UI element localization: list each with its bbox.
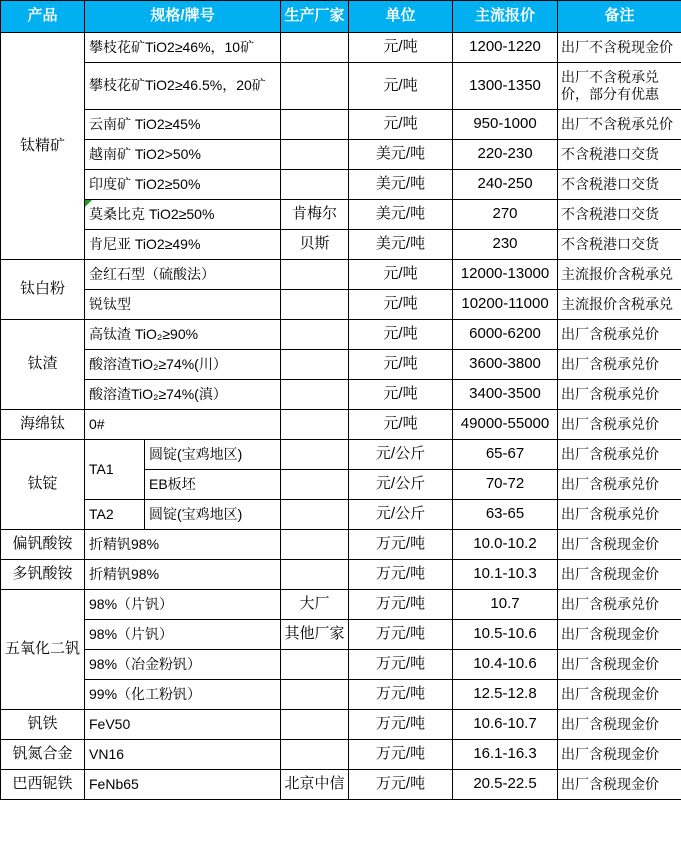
cell-unit: 美元/吨 xyxy=(349,200,453,230)
header-note: 备注 xyxy=(558,1,681,33)
cell-price: 63-65 xyxy=(453,500,558,530)
table-row xyxy=(1,620,681,650)
cell-spec-text: 莫桑比克 TiO2≥50% xyxy=(89,205,215,222)
cell-unit: 万元/吨 xyxy=(349,770,453,800)
cell-price: 10.7 xyxy=(453,590,558,620)
cell-maker xyxy=(281,320,349,350)
cell-note: 出厂含税承兑价 xyxy=(558,440,681,470)
cell-spec: 肯尼亚 TiO2≥49% xyxy=(85,230,281,260)
cell-note: 不含税港口交货 xyxy=(558,200,681,230)
header-unit: 单位 xyxy=(349,1,453,33)
table-row xyxy=(1,140,681,170)
cell-maker xyxy=(281,33,349,63)
cell-note: 出厂含税承兑价 xyxy=(558,470,681,500)
cell-spec: 越南矿 TiO2>50% xyxy=(85,140,281,170)
cell-unit: 元/吨 xyxy=(349,33,453,63)
cell-note: 出厂不含税承兑价 xyxy=(558,110,681,140)
cell-price: 950-1000 xyxy=(453,110,558,140)
cell-maker xyxy=(281,530,349,560)
cell-note: 出厂含税现金价 xyxy=(558,650,681,680)
cell-price: 20.5-22.5 xyxy=(453,770,558,800)
cell-spec: 0# xyxy=(85,410,281,440)
header-spec: 规格/牌号 xyxy=(85,1,281,33)
cell-price: 1300-1350 xyxy=(453,63,558,110)
cell-price: 65-67 xyxy=(453,440,558,470)
cell-price: 220-230 xyxy=(453,140,558,170)
table-row xyxy=(1,440,681,470)
table-row xyxy=(1,530,681,560)
cell-spec: VN16 xyxy=(85,740,281,770)
cell-price: 70-72 xyxy=(453,470,558,500)
cell-unit: 元/吨 xyxy=(349,290,453,320)
cell-note: 出厂含税承兑价 xyxy=(558,320,681,350)
cell-maker xyxy=(281,440,349,470)
table-row xyxy=(1,200,681,230)
cell-product: 钛锭 xyxy=(1,440,85,530)
table-row xyxy=(1,650,681,680)
table-row xyxy=(1,740,681,770)
table-row xyxy=(1,590,681,620)
cell-note: 出厂含税承兑价 xyxy=(558,350,681,380)
cell-unit: 万元/吨 xyxy=(349,590,453,620)
cell-unit: 元/公斤 xyxy=(349,500,453,530)
cell-maker: 大厂 xyxy=(281,590,349,620)
cell-maker xyxy=(281,110,349,140)
cell-price: 10200-11000 xyxy=(453,290,558,320)
cell-product: 钒氮合金 xyxy=(1,740,85,770)
cell-spec-form: 圆锭(宝鸡地区) xyxy=(145,500,281,530)
cell-spec: 98%（片钒） xyxy=(85,590,281,620)
table-row xyxy=(1,500,681,530)
cell-maker xyxy=(281,500,349,530)
cell-spec: 98%（冶金粉钒） xyxy=(85,650,281,680)
header-product: 产品 xyxy=(1,1,85,33)
cell-unit: 万元/吨 xyxy=(349,530,453,560)
cell-product: 五氧化二钒 xyxy=(1,590,85,710)
cell-maker xyxy=(281,290,349,320)
table-row xyxy=(1,260,681,290)
cell-note: 出厂含税承兑价 xyxy=(558,380,681,410)
cell-price: 10.4-10.6 xyxy=(453,650,558,680)
cell-unit: 元/吨 xyxy=(349,260,453,290)
cell-spec: 98%（片钒） xyxy=(85,620,281,650)
cell-product: 钛精矿 xyxy=(1,33,85,260)
cell-spec: 高钛渣 TiO₂≥90% xyxy=(85,320,281,350)
table-row xyxy=(1,170,681,200)
cell-maker xyxy=(281,560,349,590)
cell-unit: 万元/吨 xyxy=(349,710,453,740)
cell-maker xyxy=(281,680,349,710)
cell-note: 出厂含税承兑价 xyxy=(558,590,681,620)
table-row xyxy=(1,63,681,110)
cell-price: 240-250 xyxy=(453,170,558,200)
cell-spec: 印度矿 TiO2≥50% xyxy=(85,170,281,200)
cell-maker: 其他厂家 xyxy=(281,620,349,650)
cell-unit: 元/吨 xyxy=(349,350,453,380)
table-row xyxy=(1,560,681,590)
header-price: 主流报价 xyxy=(453,1,558,33)
cell-spec-grade: TA1 xyxy=(85,440,145,500)
cell-unit: 元/吨 xyxy=(349,110,453,140)
cell-product: 偏钒酸铵 xyxy=(1,530,85,560)
cell-unit: 元/吨 xyxy=(349,380,453,410)
cell-note: 出厂不含税承兑价，部分有优惠 xyxy=(558,63,681,110)
cell-spec xyxy=(85,200,281,230)
cell-product: 巴西铌铁 xyxy=(1,770,85,800)
cell-maker xyxy=(281,170,349,200)
cell-price: 49000-55000 xyxy=(453,410,558,440)
cell-spec: 折精钒98% xyxy=(85,530,281,560)
cell-maker xyxy=(281,350,349,380)
table-row xyxy=(1,680,681,710)
table-row xyxy=(1,33,681,63)
cell-price: 12000-13000 xyxy=(453,260,558,290)
table-row xyxy=(1,320,681,350)
header-maker: 生产厂家 xyxy=(281,1,349,33)
cell-corner-flag-icon xyxy=(85,200,92,207)
cell-spec-form: 圆锭(宝鸡地区) xyxy=(145,440,281,470)
cell-product: 海绵钛 xyxy=(1,410,85,440)
cell-unit: 元/公斤 xyxy=(349,470,453,500)
cell-note: 出厂含税现金价 xyxy=(558,560,681,590)
cell-spec: 攀枝花矿TiO2≥46%，10矿 xyxy=(85,33,281,63)
cell-product: 钛渣 xyxy=(1,320,85,410)
cell-price: 6000-6200 xyxy=(453,320,558,350)
cell-spec-form: EB板坯 xyxy=(145,470,281,500)
cell-maker xyxy=(281,260,349,290)
cell-unit: 万元/吨 xyxy=(349,680,453,710)
cell-unit: 美元/吨 xyxy=(349,170,453,200)
cell-maker: 北京中信 xyxy=(281,770,349,800)
cell-note: 出厂含税现金价 xyxy=(558,770,681,800)
cell-unit: 元/吨 xyxy=(349,63,453,110)
cell-note: 出厂含税现金价 xyxy=(558,680,681,710)
cell-spec: 99%（化工粉钒） xyxy=(85,680,281,710)
table-row xyxy=(1,710,681,740)
cell-unit: 美元/吨 xyxy=(349,230,453,260)
table-row xyxy=(1,290,681,320)
cell-maker xyxy=(281,650,349,680)
cell-spec: 云南矿 TiO2≥45% xyxy=(85,110,281,140)
cell-price: 1200-1220 xyxy=(453,33,558,63)
cell-price: 230 xyxy=(453,230,558,260)
cell-spec: 折精钒98% xyxy=(85,560,281,590)
cell-price: 10.0-10.2 xyxy=(453,530,558,560)
cell-note: 主流报价含税承兑 xyxy=(558,290,681,320)
cell-note: 主流报价含税承兑 xyxy=(558,260,681,290)
cell-spec: FeV50 xyxy=(85,710,281,740)
header-row xyxy=(1,1,681,33)
cell-note: 出厂含税现金价 xyxy=(558,740,681,770)
cell-note: 出厂不含税现金价 xyxy=(558,33,681,63)
cell-maker xyxy=(281,470,349,500)
cell-spec: 攀枝花矿TiO2≥46.5%，20矿 xyxy=(85,63,281,110)
cell-note: 出厂含税承兑价 xyxy=(558,500,681,530)
table-row xyxy=(1,770,681,800)
table-row xyxy=(1,350,681,380)
cell-note: 不含税港口交货 xyxy=(558,170,681,200)
cell-product: 钛白粉 xyxy=(1,260,85,320)
cell-maker xyxy=(281,63,349,110)
cell-price: 12.5-12.8 xyxy=(453,680,558,710)
cell-maker xyxy=(281,740,349,770)
cell-price: 3400-3500 xyxy=(453,380,558,410)
table-row xyxy=(1,410,681,440)
cell-unit: 万元/吨 xyxy=(349,650,453,680)
cell-spec: 金红石型（硫酸法） xyxy=(85,260,281,290)
table-row xyxy=(1,230,681,260)
cell-note: 出厂含税现金价 xyxy=(558,710,681,740)
cell-product: 钒铁 xyxy=(1,710,85,740)
cell-product: 多钒酸铵 xyxy=(1,560,85,590)
cell-maker xyxy=(281,410,349,440)
cell-price: 10.1-10.3 xyxy=(453,560,558,590)
cell-spec: 酸溶渣TiO₂≥74%(川） xyxy=(85,350,281,380)
cell-spec-grade: TA2 xyxy=(85,500,145,530)
cell-price: 16.1-16.3 xyxy=(453,740,558,770)
cell-price: 3600-3800 xyxy=(453,350,558,380)
table-row xyxy=(1,380,681,410)
cell-price: 10.6-10.7 xyxy=(453,710,558,740)
table-row xyxy=(1,110,681,140)
cell-spec: 锐钛型 xyxy=(85,290,281,320)
cell-unit: 万元/吨 xyxy=(349,740,453,770)
cell-note: 不含税港口交货 xyxy=(558,140,681,170)
cell-maker: 肯梅尔 xyxy=(281,200,349,230)
cell-maker xyxy=(281,710,349,740)
cell-unit: 元/公斤 xyxy=(349,440,453,470)
cell-maker xyxy=(281,140,349,170)
cell-unit: 万元/吨 xyxy=(349,620,453,650)
cell-price: 270 xyxy=(453,200,558,230)
cell-unit: 万元/吨 xyxy=(349,560,453,590)
cell-note: 出厂含税现金价 xyxy=(558,530,681,560)
cell-note: 不含税港口交货 xyxy=(558,230,681,260)
cell-unit: 元/吨 xyxy=(349,410,453,440)
cell-price: 10.5-10.6 xyxy=(453,620,558,650)
cell-spec: 酸溶渣TiO₂≥74%(滇） xyxy=(85,380,281,410)
cell-note: 出厂含税现金价 xyxy=(558,620,681,650)
cell-maker xyxy=(281,380,349,410)
cell-unit: 元/吨 xyxy=(349,320,453,350)
cell-spec: FeNb65 xyxy=(85,770,281,800)
cell-note: 出厂含税承兑价 xyxy=(558,410,681,440)
cell-maker: 贝斯 xyxy=(281,230,349,260)
cell-unit: 美元/吨 xyxy=(349,140,453,170)
